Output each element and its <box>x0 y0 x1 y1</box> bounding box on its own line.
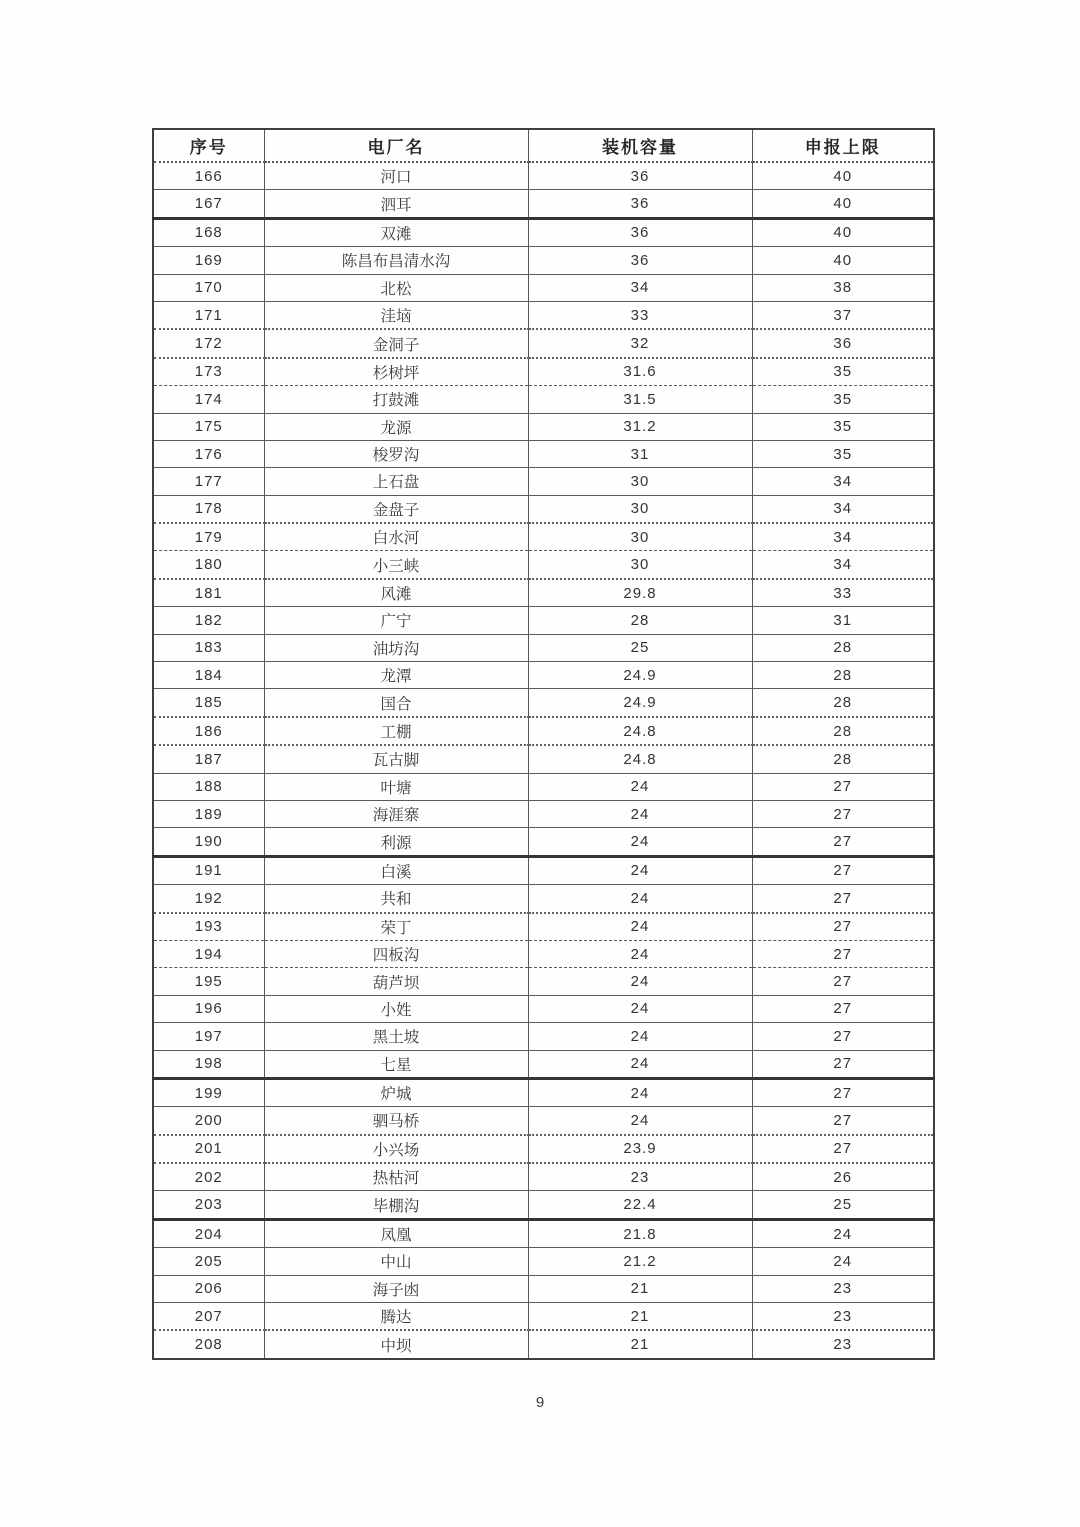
table-row <box>153 386 934 413</box>
cell-capacity: 31.5 <box>528 386 752 413</box>
cell-name: 小兴场 <box>264 1135 528 1163</box>
table-row <box>153 1107 934 1135</box>
cell-name: 国合 <box>264 689 528 717</box>
cell-name: 瓦古脚 <box>264 745 528 773</box>
cell-name: 白溪 <box>264 856 528 884</box>
cell-capacity: 24 <box>528 1050 752 1078</box>
cell-limit: 27 <box>752 1107 934 1135</box>
cell-capacity: 21 <box>528 1330 752 1358</box>
cell-limit: 27 <box>752 1023 934 1050</box>
table-row <box>153 440 934 467</box>
cell-limit: 27 <box>752 856 934 884</box>
cell-capacity: 30 <box>528 551 752 579</box>
cell-name: 上石盘 <box>264 468 528 495</box>
cell-capacity: 21.2 <box>528 1248 752 1275</box>
table-row <box>153 1023 934 1050</box>
cell-no: 202 <box>153 1163 264 1191</box>
cell-limit: 27 <box>752 773 934 800</box>
cell-limit: 33 <box>752 579 934 607</box>
cell-name: 毕棚沟 <box>264 1191 528 1219</box>
cell-limit: 27 <box>752 968 934 995</box>
cell-capacity: 31.6 <box>528 358 752 386</box>
table-row <box>153 413 934 440</box>
table-row <box>153 828 934 856</box>
cell-name: 打鼓滩 <box>264 386 528 413</box>
cell-capacity: 31.2 <box>528 413 752 440</box>
cell-limit: 34 <box>752 468 934 495</box>
cell-capacity: 33 <box>528 301 752 329</box>
table-row <box>153 1078 934 1106</box>
table-row <box>153 689 934 717</box>
cell-name: 炉城 <box>264 1078 528 1106</box>
cell-capacity: 24.8 <box>528 717 752 745</box>
cell-no: 168 <box>153 218 264 246</box>
cell-limit: 28 <box>752 662 934 689</box>
cell-capacity: 24 <box>528 913 752 941</box>
cell-no: 207 <box>153 1303 264 1331</box>
table-row <box>153 162 934 190</box>
table-row <box>153 218 934 246</box>
cell-name: 小姓 <box>264 995 528 1022</box>
cell-limit: 24 <box>752 1219 934 1247</box>
cell-name: 葫芦坝 <box>264 968 528 995</box>
cell-name: 小三峡 <box>264 551 528 579</box>
cell-name: 广宁 <box>264 607 528 634</box>
cell-no: 186 <box>153 717 264 745</box>
cell-capacity: 21 <box>528 1303 752 1331</box>
cell-limit: 23 <box>752 1303 934 1331</box>
cell-limit: 27 <box>752 800 934 827</box>
cell-no: 196 <box>153 995 264 1022</box>
cell-limit: 31 <box>752 607 934 634</box>
table-row <box>153 940 934 967</box>
cell-no: 182 <box>153 607 264 634</box>
cell-no: 195 <box>153 968 264 995</box>
cell-capacity: 24 <box>528 800 752 827</box>
cell-limit: 27 <box>752 1135 934 1163</box>
table-row <box>153 1050 934 1078</box>
cell-no: 197 <box>153 1023 264 1050</box>
cell-capacity: 36 <box>528 162 752 190</box>
cell-no: 199 <box>153 1078 264 1106</box>
table-row <box>153 247 934 274</box>
cell-capacity: 34 <box>528 274 752 301</box>
cell-name: 龙潭 <box>264 662 528 689</box>
cell-limit: 25 <box>752 1191 934 1219</box>
cell-no: 185 <box>153 689 264 717</box>
cell-no: 206 <box>153 1275 264 1302</box>
cell-capacity: 24 <box>528 828 752 856</box>
cell-limit: 35 <box>752 413 934 440</box>
cell-limit: 35 <box>752 358 934 386</box>
cell-name: 洼垴 <box>264 301 528 329</box>
cell-no: 189 <box>153 800 264 827</box>
cell-name: 腾达 <box>264 1303 528 1331</box>
table-row <box>153 301 934 329</box>
cell-capacity: 30 <box>528 523 752 551</box>
table-row <box>153 523 934 551</box>
cell-no: 205 <box>153 1248 264 1275</box>
cell-no: 188 <box>153 773 264 800</box>
cell-capacity: 29.8 <box>528 579 752 607</box>
table-row <box>153 968 934 995</box>
cell-name: 风滩 <box>264 579 528 607</box>
cell-capacity: 23 <box>528 1163 752 1191</box>
cell-capacity: 24 <box>528 1107 752 1135</box>
cell-no: 180 <box>153 551 264 579</box>
table-row <box>153 995 934 1022</box>
cell-limit: 23 <box>833 1336 853 1354</box>
cell-capacity: 23.9 <box>528 1135 752 1163</box>
cell-capacity: 24 <box>528 968 752 995</box>
cell-no: 179 <box>153 523 264 551</box>
cell-capacity: 36 <box>528 218 752 246</box>
cell-limit: 24 <box>752 1248 934 1275</box>
header-cell-no: 序号 <box>153 129 264 162</box>
cell-limit: 27 <box>752 995 934 1022</box>
cell-name: 泗耳 <box>264 190 528 218</box>
cell-name: 热枯河 <box>264 1163 528 1191</box>
cell-limit: 27 <box>752 940 934 967</box>
cell-limit: 36 <box>752 329 934 357</box>
table-row <box>153 1303 934 1331</box>
table-row <box>153 913 934 941</box>
cell-limit: 35 <box>752 386 934 413</box>
cell-limit: 27 <box>752 913 934 941</box>
cell-capacity: 24 <box>528 773 752 800</box>
cell-capacity: 28 <box>528 607 752 634</box>
cell-limit: 40 <box>752 162 934 190</box>
cell-name: 金洞子 <box>264 329 528 357</box>
cell-no: 190 <box>153 828 264 856</box>
table-row <box>153 274 934 301</box>
header-cell-name: 电厂名 <box>264 129 528 162</box>
cell-name: 中山 <box>264 1248 528 1275</box>
cell-capacity: 24.9 <box>528 662 752 689</box>
cell-limit: 27 <box>752 828 934 856</box>
table-row <box>153 1275 934 1302</box>
table-row <box>153 1330 934 1358</box>
table-row <box>153 662 934 689</box>
cell-no: 183 <box>153 634 264 661</box>
cell-name: 金盘子 <box>264 495 528 523</box>
cell-no: 174 <box>153 386 264 413</box>
cell-capacity: 24.8 <box>528 745 752 773</box>
cell-limit: 37 <box>752 301 934 329</box>
cell-limit: 40 <box>752 218 934 246</box>
table-row <box>153 1163 934 1191</box>
table-row <box>153 468 934 495</box>
cell-name: 驷马桥 <box>264 1107 528 1135</box>
table-row <box>153 885 934 913</box>
cell-limit: 40 <box>752 190 934 218</box>
cell-no: 198 <box>153 1050 264 1078</box>
cell-name: 叶塘 <box>264 773 528 800</box>
table-row <box>153 634 934 661</box>
cell-no: 170 <box>153 274 264 301</box>
table-row <box>153 579 934 607</box>
cell-capacity: 30 <box>528 495 752 523</box>
table-row <box>153 1219 934 1247</box>
table-row <box>153 1191 934 1219</box>
cell-limit: 38 <box>752 274 934 301</box>
cell-name: 北松 <box>264 274 528 301</box>
cell-limit: 27 <box>752 1050 934 1078</box>
cell-name: 工棚 <box>264 717 528 745</box>
cell-no: 178 <box>153 495 264 523</box>
table-row <box>153 190 934 218</box>
table-row <box>153 1135 934 1163</box>
cell-limit: 27 <box>752 1078 934 1106</box>
cell-no: 201 <box>153 1135 264 1163</box>
cell-name: 海子凼 <box>264 1275 528 1302</box>
cell-limit: 28 <box>752 689 934 717</box>
cell-name: 黑土坡 <box>264 1023 528 1050</box>
cell-capacity: 31 <box>528 440 752 467</box>
cell-capacity: 22.4 <box>528 1191 752 1219</box>
cell-no: 171 <box>153 301 264 329</box>
cell-name: 双滩 <box>264 218 528 246</box>
cell-no: 187 <box>153 745 264 773</box>
cell-no: 194 <box>153 940 264 967</box>
cell-capacity: 24 <box>528 885 752 913</box>
cell-no: 177 <box>153 468 264 495</box>
table-row <box>153 856 934 884</box>
cell-capacity: 30 <box>528 468 752 495</box>
cell-limit: 26 <box>752 1163 934 1191</box>
cell-name: 白水河 <box>264 523 528 551</box>
cell-limit: 23 <box>752 1275 934 1302</box>
cell-limit: 35 <box>752 440 934 467</box>
table-row <box>153 773 934 800</box>
cell-name: 陈昌布昌清水沟 <box>264 247 528 274</box>
cell-capacity: 32 <box>528 329 752 357</box>
cell-name: 利源 <box>264 828 528 856</box>
cell-capacity: 24 <box>528 940 752 967</box>
cell-capacity: 21.8 <box>528 1219 752 1247</box>
table-row <box>153 607 934 634</box>
table-row <box>153 1248 934 1275</box>
table-body <box>153 162 934 1359</box>
cell-name: 杉树坪 <box>264 358 528 386</box>
cell-no: 166 <box>153 162 264 190</box>
cell-name: 油坊沟 <box>264 634 528 661</box>
cell-no: 176 <box>153 440 264 467</box>
cell-name: 龙源 <box>264 413 528 440</box>
cell-no: 200 <box>153 1107 264 1135</box>
cell-capacity: 36 <box>528 247 752 274</box>
cell-name: 共和 <box>264 885 528 913</box>
cell-no: 172 <box>153 329 264 357</box>
cell-name: 梭罗沟 <box>264 440 528 467</box>
cell-no: 175 <box>153 413 264 440</box>
table-row <box>153 717 934 745</box>
cell-capacity: 24 <box>528 1023 752 1050</box>
cell-no: 184 <box>153 662 264 689</box>
cell-capacity: 24 <box>528 856 752 884</box>
cell-limit: 34 <box>752 495 934 523</box>
cell-no: 169 <box>153 247 264 274</box>
table-row <box>153 800 934 827</box>
cell-capacity: 21 <box>528 1275 752 1302</box>
cell-limit: 27 <box>752 885 934 913</box>
cell-capacity: 24 <box>528 1078 752 1106</box>
cell-capacity: 36 <box>528 190 752 218</box>
cell-name: 荣丁 <box>264 913 528 941</box>
cell-limit: 28 <box>752 634 934 661</box>
cell-name: 海涯寨 <box>264 800 528 827</box>
cell-no: 204 <box>153 1219 264 1247</box>
cell-no: 192 <box>153 885 264 913</box>
table-row <box>153 329 934 357</box>
cell-no: 167 <box>153 190 264 218</box>
table-header-row <box>153 129 934 162</box>
cell-capacity: 25 <box>528 634 752 661</box>
power-plant-table <box>152 128 935 1360</box>
cell-capacity: 24.9 <box>528 689 752 717</box>
cell-name: 凤凰 <box>264 1219 528 1247</box>
cell-limit: 40 <box>752 247 934 274</box>
header-cell-limit: 申报上限 <box>752 129 934 162</box>
table-row <box>153 551 934 579</box>
cell-limit: 34 <box>752 523 934 551</box>
cell-limit: 28 <box>752 745 934 773</box>
table-row <box>153 358 934 386</box>
cell-no: 181 <box>153 579 264 607</box>
cell-no: 193 <box>153 913 264 941</box>
table-row <box>153 745 934 773</box>
cell-name: 中坝 <box>264 1330 528 1358</box>
cell-name: 四板沟 <box>264 940 528 967</box>
cell-no: 208 <box>153 1330 264 1358</box>
page-number: 9 <box>535 1394 545 1411</box>
cell-no: 173 <box>153 358 264 386</box>
cell-name: 河口 <box>264 162 528 190</box>
cell-name: 七星 <box>264 1050 528 1078</box>
cell-no: 191 <box>153 856 264 884</box>
table-row <box>153 495 934 523</box>
cell-limit: 28 <box>752 717 934 745</box>
cell-capacity: 24 <box>528 995 752 1022</box>
header-cell-capacity: 装机容量 <box>528 129 752 162</box>
cell-no: 203 <box>153 1191 264 1219</box>
cell-limit: 34 <box>752 551 934 579</box>
